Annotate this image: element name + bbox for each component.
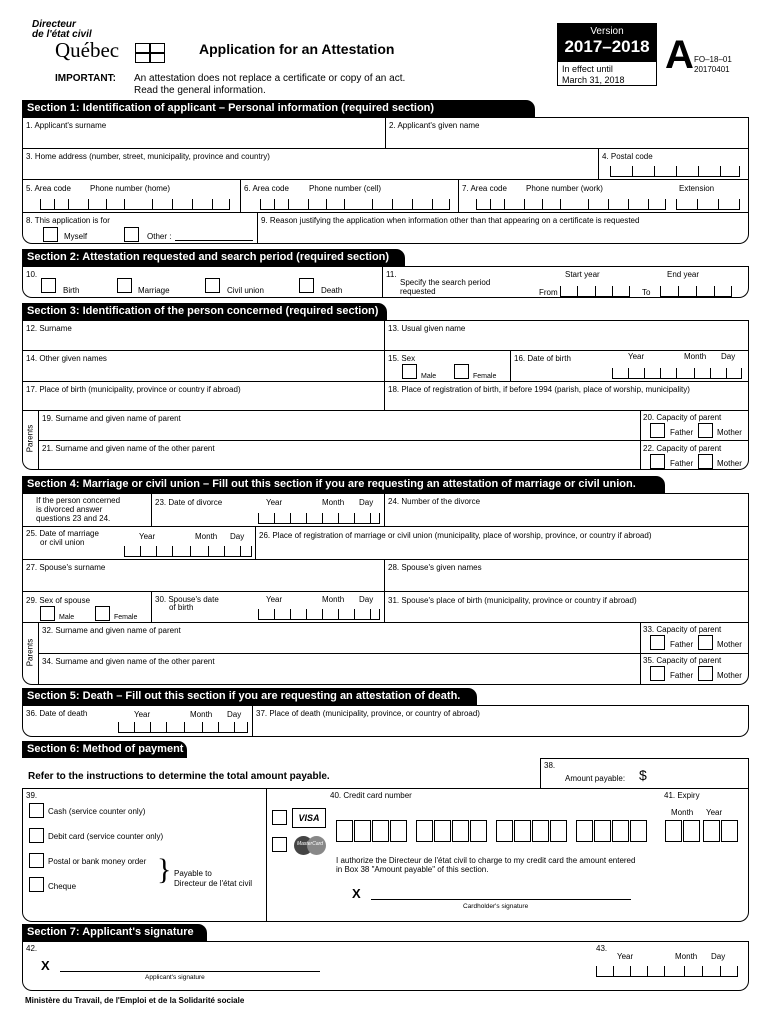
spouse-parent2-father-label: Father [670, 671, 694, 680]
parents-side-label [22, 410, 38, 470]
payment-method-number: 39. [26, 791, 38, 800]
applicant-given-name-field[interactable] [388, 130, 746, 147]
signature-day-label: Day [711, 952, 726, 961]
org-name-line2: de l'état civil [32, 29, 92, 40]
phone-cell-label: Phone number (cell) [309, 184, 382, 193]
version-years: 2017–2018 [564, 37, 650, 56]
parent1-name-field[interactable] [40, 424, 638, 439]
visa-checkbox[interactable] [272, 810, 287, 825]
spouse-dob-field[interactable] [258, 609, 380, 620]
reason-field[interactable] [260, 226, 746, 242]
brace-icon: } [157, 853, 172, 886]
parents-text: Parents [25, 424, 35, 453]
section4-heading: Section 4: Marriage or civil union – Fill out this section if you are requesting an attestation of marriage or civil union. [22, 476, 665, 493]
parent1-mother-checkbox[interactable] [698, 423, 713, 438]
cheque-label: Cheque [48, 882, 77, 891]
divorce-number-field[interactable] [387, 507, 745, 525]
parent1-father-label: Father [670, 428, 694, 437]
dollar-sign: $ [639, 767, 647, 783]
parent2-name-field[interactable] [40, 454, 638, 468]
extension-label: Extension [679, 184, 715, 193]
cash-label: Cash (service counter only) [48, 807, 146, 816]
divorce-note-3: questions 23 and 24. [36, 514, 111, 523]
marriage-month-label: Month [195, 532, 218, 541]
spouse-dob-year-label: Year [266, 595, 283, 604]
spouse-dob-month-label: Month [322, 595, 345, 604]
usual-given-name-field[interactable] [387, 333, 745, 349]
parent1-father-checkbox[interactable] [650, 423, 665, 438]
spouse-parent2-father-checkbox[interactable] [650, 666, 665, 681]
date-of-birth-label: 16. Date of birth [514, 354, 571, 363]
expiry-label: 41. Expiry [664, 791, 700, 800]
marriage-date-label-1: 25. Date of marriage [26, 529, 99, 538]
cash-checkbox[interactable] [29, 803, 44, 818]
marriage-date-field[interactable] [124, 546, 252, 557]
male-label: Male [421, 373, 437, 380]
other-given-names-field[interactable] [24, 363, 381, 379]
parent1-capacity-label: 20. Capacity of parent [643, 413, 722, 422]
marriage-registration-label: 26. Place of registration of marriage or civil union (municipality, place of worship, province, or country if abroad) [259, 531, 652, 540]
reason-label: 9. Reason justifying the application when information other than that appearing on a certificate is requested [261, 216, 640, 225]
spouse-parents-text: Parents [25, 638, 35, 667]
area-code-cell-label: 6. Area code [244, 184, 289, 193]
divorce-number-label: 24. Number of the divorce [388, 497, 481, 506]
applicant-surname-label: 1. Applicant's surname [26, 121, 107, 130]
spouse-male-label: Male [59, 614, 75, 621]
version-box [557, 23, 657, 86]
dob-year-label: Year [628, 352, 645, 361]
other-checkbox[interactable] [124, 227, 139, 242]
postal-order-label: Postal or bank money order [48, 857, 147, 866]
spouse-parent2-capacity-label: 35. Capacity of parent [643, 656, 722, 665]
phone-work-field[interactable] [476, 199, 666, 210]
important-line2: Read the general information. [134, 85, 266, 96]
important-label: IMPORTANT: [55, 73, 116, 84]
parent2-mother-label: Mother [717, 459, 742, 468]
parent2-father-checkbox[interactable] [650, 454, 665, 469]
date-of-birth-field[interactable] [612, 368, 742, 379]
debit-label: Debit card (service counter only) [48, 832, 164, 841]
application-for-label: 8. This application is for [26, 216, 110, 225]
sex-label: 15. Sex [388, 354, 416, 363]
surname-field[interactable] [24, 333, 381, 349]
spouse-male-checkbox[interactable] [40, 606, 55, 621]
phone-home-field[interactable] [40, 199, 230, 210]
marriage-date-label-2: or civil union [40, 538, 85, 547]
applicant-signature-field[interactable] [60, 971, 320, 972]
surname-label: 12. Surname [26, 324, 72, 333]
expiry-month-label: Month [671, 808, 694, 817]
search-period-label-2: requested [400, 287, 436, 296]
civil-union-label: Civil union [227, 286, 264, 295]
postal-code-field[interactable] [610, 166, 740, 177]
important-line1: An attestation does not replace a certificate or copy of an act. [134, 73, 406, 84]
phone-home-label: Phone number (home) [90, 184, 171, 193]
from-label: From [539, 288, 558, 297]
divorce-year-label: Year [266, 498, 283, 507]
start-year-label: Start year [565, 270, 600, 279]
payable-to-label: Payable to [174, 869, 212, 878]
form-letter: A [665, 33, 694, 77]
spouse-dob-day-label: Day [359, 595, 374, 604]
debit-checkbox[interactable] [29, 828, 44, 843]
to-label: To [642, 288, 651, 297]
spouse-dob-label-1: 30. Spouse's date [155, 595, 219, 604]
quebec-flag-icon [135, 43, 165, 63]
birth-checkbox[interactable] [41, 278, 56, 293]
signature-month-label: Month [675, 952, 698, 961]
marriage-registration-field[interactable] [258, 541, 745, 558]
spouse-surname-label: 27. Spouse's surname [26, 563, 106, 572]
dob-day-label: Day [721, 352, 736, 361]
section2-heading: Section 2: Attestation requested and search period (required section) [22, 249, 405, 266]
myself-checkbox[interactable] [43, 227, 58, 242]
expiry-year-label: Year [706, 808, 723, 817]
spouse-parent2-mother-checkbox[interactable] [698, 666, 713, 681]
form-number: FO–18–01 [694, 55, 732, 64]
signature-number: 42. [26, 944, 38, 953]
death-label: Death [321, 286, 343, 295]
divorce-note-1: If the person concerned [36, 496, 121, 505]
cheque-checkbox[interactable] [29, 877, 44, 892]
postal-code-label: 4. Postal code [602, 152, 653, 161]
quebec-wordmark: Québec [55, 38, 120, 62]
spouse-parent1-capacity-label: 33. Capacity of parent [643, 625, 722, 634]
female-label: Female [473, 373, 497, 380]
divorce-date-field[interactable] [258, 513, 380, 524]
divorce-date-label: 23. Date of divorce [155, 498, 223, 507]
mastercard-text: MasterCard [296, 841, 324, 847]
cardholder-signature-field[interactable] [371, 899, 631, 900]
form-date: 20170401 [694, 65, 730, 74]
spouse-parent2-mother-label: Mother [717, 671, 742, 680]
divorce-day-label: Day [359, 498, 374, 507]
spouse-parents-side-label [22, 622, 38, 685]
death-place-field[interactable] [255, 719, 745, 735]
spouse-birthplace-field[interactable] [387, 606, 745, 621]
applicant-surname-field[interactable] [24, 130, 382, 147]
death-date-field[interactable] [118, 722, 248, 733]
spouse-given-names-label: 28. Spouse's given names [388, 563, 482, 572]
death-place-label: 37. Place of death (municipality, province, or country of abroad) [256, 709, 480, 718]
birth-label: Birth [63, 286, 80, 295]
version-label: Version [590, 26, 624, 37]
search-period-label-1: Specify the search period [400, 278, 491, 287]
usual-given-name-label: 13. Usual given name [388, 324, 466, 333]
section6-heading: Section 6: Method of payment [22, 741, 187, 758]
spouse-female-checkbox[interactable] [95, 606, 110, 621]
marriage-day-label: Day [230, 532, 245, 541]
refer-instructions: Refer to the instructions to determine the total amount payable. [28, 771, 330, 782]
end-year-field[interactable] [660, 286, 732, 297]
spouse-parent2-name-field[interactable] [40, 667, 638, 683]
applicant-given-name-label: 2. Applicant's given name [389, 121, 480, 130]
payable-to-name: Directeur de l'état civil [174, 879, 252, 888]
signature-year-label: Year [617, 952, 634, 961]
extension-field[interactable] [676, 199, 740, 210]
parent2-capacity-label: 22. Capacity of parent [643, 444, 722, 453]
dob-month-label: Month [684, 352, 707, 361]
section5-heading: Section 5: Death – Fill out this section if you are requesting an attestation of death. [22, 688, 477, 705]
amount-label: Amount payable: [565, 774, 626, 783]
spouse-parent1-mother-label: Mother [717, 640, 742, 649]
death-date-label: 36. Date of death [26, 709, 88, 718]
parent2-mother-checkbox[interactable] [698, 454, 713, 469]
phone-cell-field[interactable] [260, 199, 450, 210]
search-period-number: 11. [386, 270, 397, 279]
registration-place-label: 18. Place of registration of birth, if before 1994 (parish, place of worship, municipality) [388, 385, 690, 394]
section1-heading: Section 1: Identification of applicant – Personal information (required section) [22, 100, 535, 117]
applicant-x-mark: X [41, 958, 50, 973]
death-checkbox[interactable] [299, 278, 314, 293]
mastercard-checkbox[interactable] [272, 837, 287, 852]
other-given-names-label: 14. Other given names [26, 354, 107, 363]
male-checkbox[interactable] [402, 364, 417, 379]
place-of-birth-field[interactable] [24, 394, 381, 409]
home-address-field[interactable] [24, 162, 594, 178]
spouse-parent1-father-checkbox[interactable] [650, 635, 665, 650]
end-year-label: End year [667, 270, 700, 279]
section3-heading: Section 3: Identification of the person concerned (required section) [22, 303, 387, 320]
form-title: Application for an Attestation [199, 41, 395, 57]
place-of-birth-label: 17. Place of birth (municipality, province or country if abroad) [26, 385, 241, 394]
parent2-name-label: 21. Surname and given name of the other parent [42, 444, 215, 453]
spouse-parent1-name-label: 32. Surname and given name of parent [42, 626, 181, 635]
card-number-label: 40. Credit card number [330, 791, 412, 800]
spouse-sex-label: 29. Sex of spouse [26, 596, 91, 605]
phone-work-label: Phone number (work) [526, 184, 603, 193]
divorce-note-2: is divorced answer [36, 505, 103, 514]
registration-place-field[interactable] [387, 394, 745, 409]
death-month-label: Month [190, 710, 213, 719]
spouse-parent2-name-label: 34. Surname and given name of the other parent [42, 657, 215, 666]
footer-ministry: Ministère du Travail, de l'Emploi et de la Solidarité sociale [25, 996, 245, 1005]
postal-order-checkbox[interactable] [29, 853, 44, 868]
parent2-father-label: Father [670, 459, 694, 468]
visa-icon: VISA [292, 808, 326, 828]
marriage-checkbox[interactable] [117, 278, 132, 293]
parent1-mother-label: Mother [717, 428, 742, 437]
effect-line2: March 31, 2018 [562, 75, 625, 85]
death-day-label: Day [227, 710, 242, 719]
spouse-given-names-field[interactable] [387, 573, 745, 590]
cardholder-signature-label: Cardholder's signature [463, 903, 529, 910]
other-label: Other : [147, 232, 172, 241]
amount-number: 38. [544, 761, 556, 770]
home-address-label: 3. Home address (number, street, municipality, province and country) [26, 152, 270, 161]
civil-union-checkbox[interactable] [205, 278, 220, 293]
card-authorization-1: I authorize the Directeur de l'état civil to charge to my credit card the amount entered [336, 856, 636, 865]
spouse-female-label: Female [114, 614, 138, 621]
marriage-year-label: Year [139, 532, 156, 541]
signature-date-number: 43. [596, 944, 608, 953]
divorce-month-label: Month [322, 498, 345, 507]
myself-label: Myself [64, 232, 88, 241]
spouse-surname-field[interactable] [24, 573, 381, 590]
start-year-field[interactable] [560, 286, 630, 297]
spouse-parent1-mother-checkbox[interactable] [698, 635, 713, 650]
spouse-parent1-father-label: Father [670, 640, 694, 649]
area-code-home-label: 5. Area code [26, 184, 71, 193]
female-checkbox[interactable] [454, 364, 469, 379]
section7-heading: Section 7: Applicant's signature [22, 924, 207, 941]
spouse-parent1-name-field[interactable] [40, 636, 638, 652]
cardholder-x-mark: X [352, 886, 361, 901]
area-code-work-label: 7. Area code [462, 184, 507, 193]
marriage-label: Marriage [138, 286, 170, 295]
signature-date-field[interactable] [596, 966, 738, 977]
other-field[interactable] [175, 240, 253, 241]
effect-line1: In effect until [562, 64, 613, 74]
spouse-dob-label-2: of birth [169, 603, 194, 612]
spouse-birthplace-label: 31. Spouse's place of birth (municipality, province or country if abroad) [388, 596, 637, 605]
applicant-signature-label: Applicant's signature [145, 974, 205, 981]
mastercard-icon [294, 836, 326, 855]
parent1-name-label: 19. Surname and given name of parent [42, 414, 181, 423]
death-year-label: Year [134, 710, 151, 719]
attestation-type-label: 10. [26, 270, 38, 279]
org-name-line1: Directeur [32, 19, 76, 30]
amount-field[interactable] [654, 764, 746, 786]
card-authorization-2: in Box 38 "Amount payable" of this section. [336, 865, 489, 874]
